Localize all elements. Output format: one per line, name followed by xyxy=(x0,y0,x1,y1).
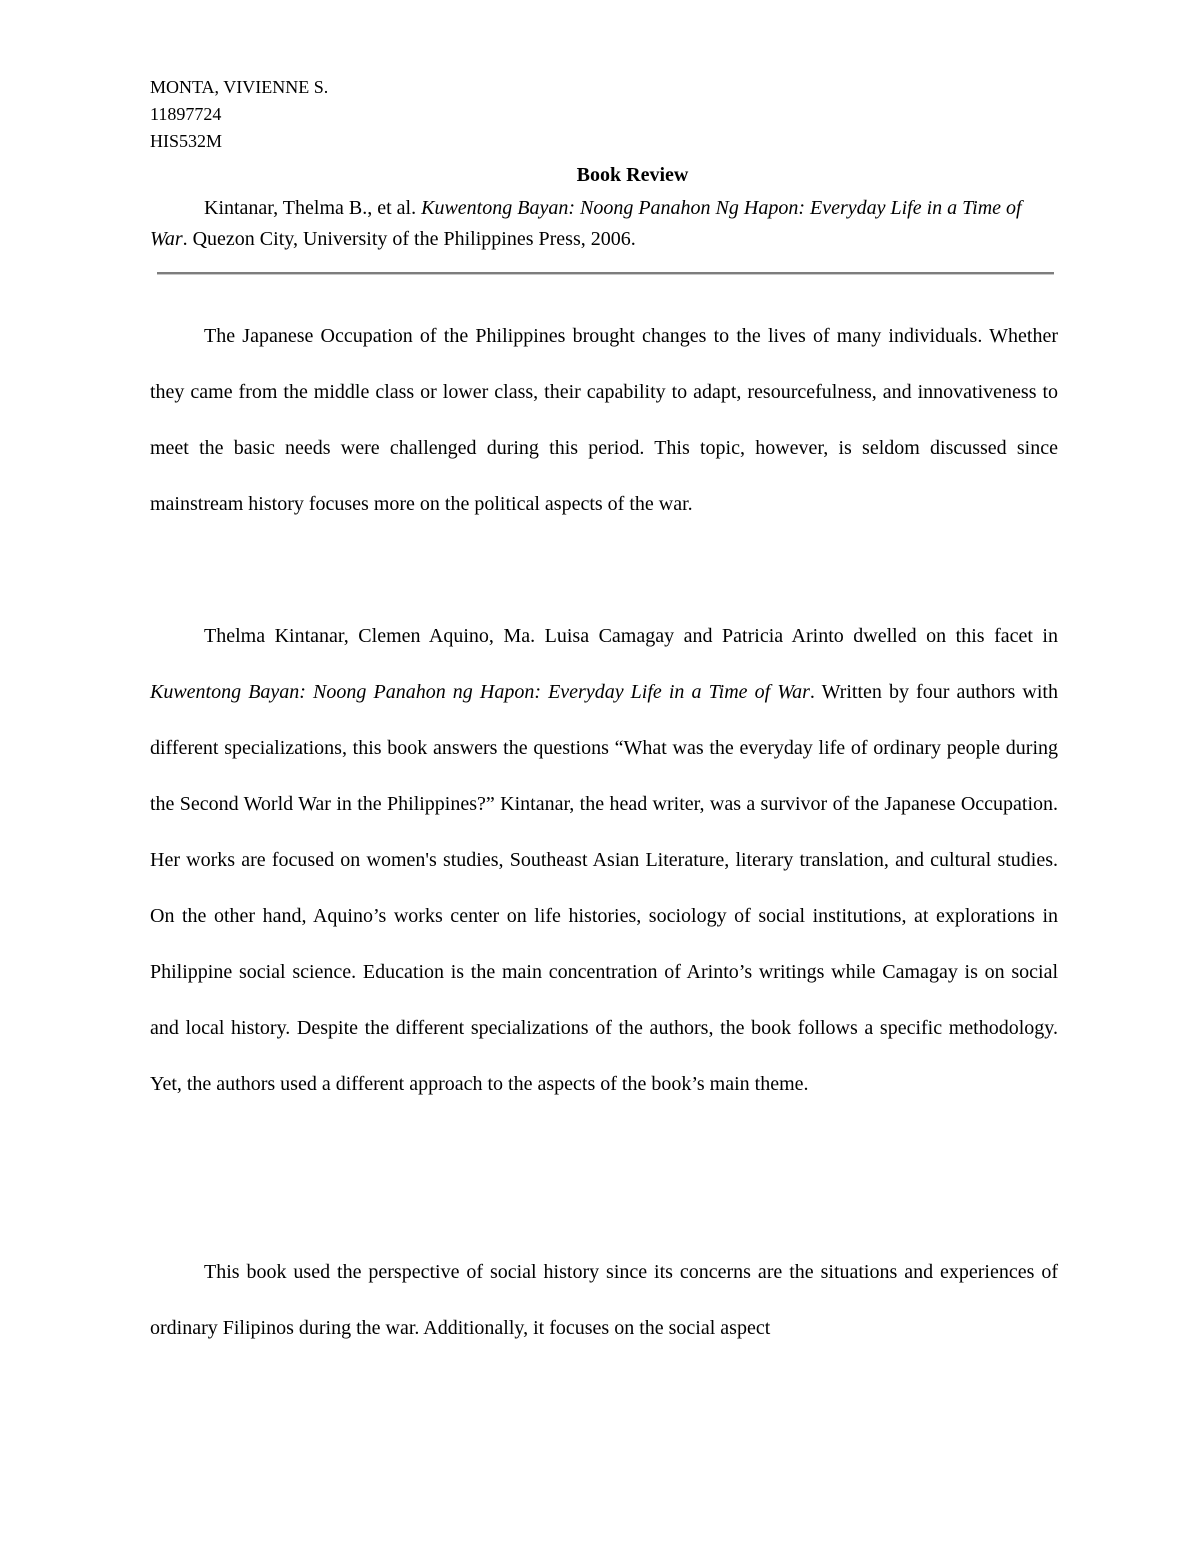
paragraph-2-book-title: Kuwentong Bayan: Noong Panahon ng Hapon: Everyday Life in a Time of War xyxy=(150,681,810,703)
course-code: HIS532M xyxy=(150,131,223,151)
paragraph-1: The Japanese Occupation of the Philippines brought changes to the lives of many individuals. Whether they came from the middle class or lower class, their capability to adapt, resourcefulness, and innovativeness to meet the basic needs were challenged during this period. This topic, however, is seldom discussed since mainstream history focuses more on the political aspects of the war. xyxy=(150,325,1058,515)
page-title: Book Review xyxy=(576,164,689,186)
author-name: MONTA, VIVIENNE S. xyxy=(150,77,329,97)
citation-divider xyxy=(157,272,1054,275)
citation-book-title: Kuwentong Bayan: Noong Panahon Ng Hapon: Everyday Life in a Time of War xyxy=(150,197,1022,250)
author-header xyxy=(150,74,328,155)
student-id: 11897724 xyxy=(150,104,222,124)
paragraph-2-intro: Thelma Kintanar, Clemen Aquino, Ma. Luisa Camagay and Patricia Arinto dwelled on this facet in xyxy=(204,625,1058,647)
citation-authors: Kintanar, Thelma B., et al. xyxy=(204,197,417,219)
paragraph-3: This book used the perspective of social history since its concerns are the situations and experiences of ordinary Filipinos during the war. Additionally, it focuses on the social aspect xyxy=(150,1261,1058,1339)
citation-publication: . Quezon City, University of the Philippines Press, 2006. xyxy=(182,228,636,250)
book-citation xyxy=(150,193,1058,255)
paragraph-2-rest: . Written by four authors with different specializations, this book answers the questions “What was the everyday life of ordinary people during the Second World War in the Philippines?” Kintanar, the head writer, was a survivor of the Japanese Occupation. Her works are focused on women's studies, Southeast Asian Literature, literary translation, and cultural studies. On the other hand, Aquino’s works center on life histories, sociology of social institutions, at explorations in Philippine social science. Education is the main concentration of Arinto’s writings while Camagay is on social and local history. Despite the different specializations of the authors, the book follows a specific methodology. Yet, the authors used a different approach to the aspects of the book’s main theme. xyxy=(150,681,1058,1095)
paragraph-2 xyxy=(150,608,1058,1112)
